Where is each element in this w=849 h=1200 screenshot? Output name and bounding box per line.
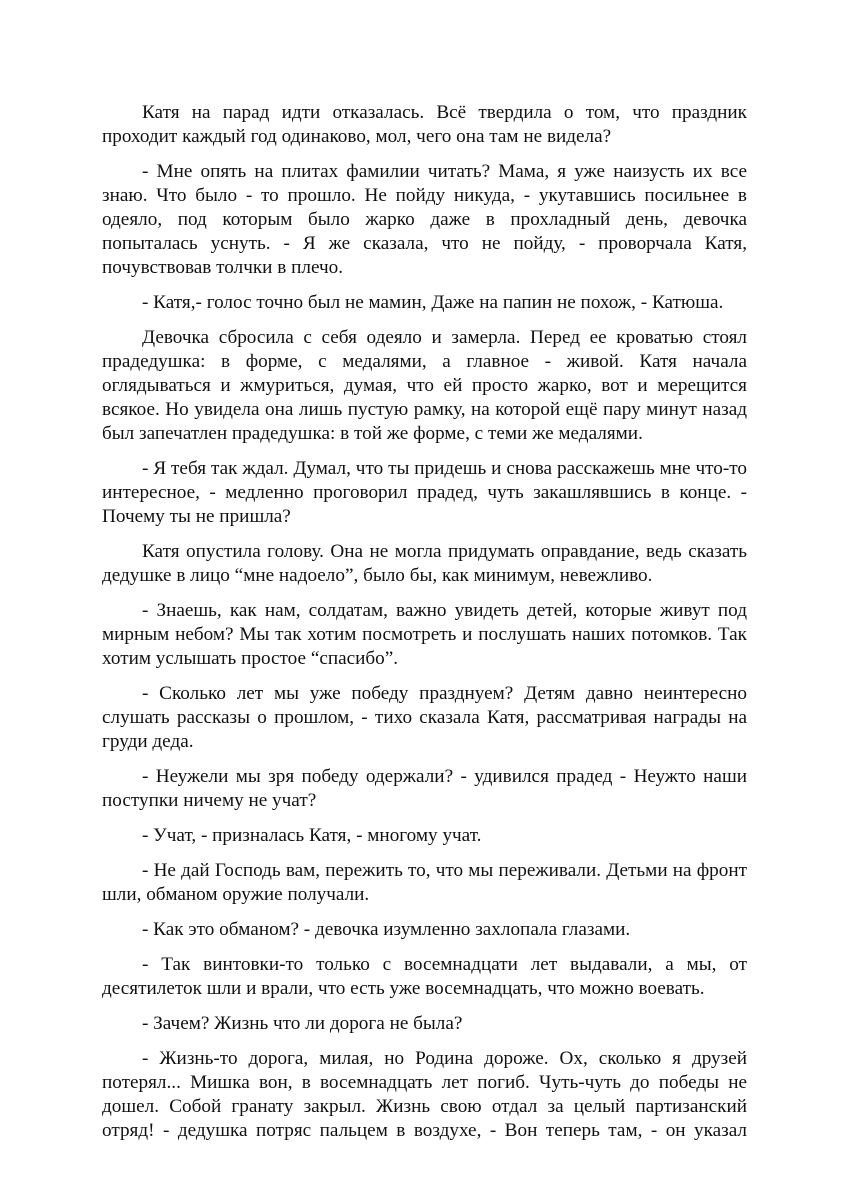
paragraph: - Зачем? Жизнь что ли дорога не была?	[142, 1013, 463, 1034]
paragraph: - Жизнь-то дорога, милая, но Родина дороже. Ох, сколько я друзей потерял... Мишка вон, в восемнадцать лет погиб. Чуть-чуть до победы не дошел. Собой гранату закрыл. Жизнь свою отдал за целый партизанский отряд! - дедушка потряс пальцем в воздухе, - Вон теперь там, - он указал	[102, 1048, 747, 1141]
paragraph: Катя на парад идти отказалась. Всё твердила о том, что праздник проходит каждый год одинаково, мол, чего она там не видела?	[102, 102, 747, 147]
paragraph: - Знаешь, как нам, солдатам, важно увидеть детей, которые живут под мирным небом? Мы так хотим посмотреть и послушать наших потомков. Так хотим услышать простое “спасибо”.	[102, 600, 747, 669]
paragraph: Девочка сбросила с себя одеяло и замерла. Перед ее кроватью стоял прадедушка: в форме, с медалями, а главное - живой. Катя начала оглядываться и жмуриться, думая, что ей просто жарко, вот и мерещится всякое. Но увидела она лишь пустую рамку, на которой ещё пару минут назад был запечатлен прадедушка: в той же форме, с теми же медалями.	[102, 327, 747, 444]
paragraph: Катя опустила голову. Она не могла придумать оправдание, ведь сказать дедушке в лицо “мне надоело”, было бы, как минимум, невежливо.	[102, 541, 747, 586]
paragraph: - Неужели мы зря победу одержали? - удивился прадед - Неужто наши поступки ничему не учат?	[102, 766, 747, 811]
paragraph: - Так винтовки-то только с восемнадцати лет выдавали, а мы, от десятилеток шли и врали, что есть уже восемнадцать, что можно воевать.	[102, 954, 747, 999]
paragraph: - Учат, - призналась Катя, - многому учат.	[142, 825, 482, 846]
paragraph: - Катя,- голос точно был не мамин, Даже на папин не похож, - Катюша.	[142, 292, 724, 313]
document-page	[102, 101, 747, 1143]
paragraph: - Сколько лет мы уже победу празднуем? Детям давно неинтересно слушать рассказы о прошлом, - тихо сказала Катя, рассматривая награды на груди деда.	[102, 683, 747, 752]
paragraph: - Мне опять на плитах фамилии читать? Мама, я уже наизусть их все знаю. Что было - то прошло. Не пойду никуда, - укутавшись посильнее в одеяло, под которым было жарко даже в прохладный день, девочка попыталась уснуть. - Я же сказала, что не пойду, - проворчала Катя, почувствовав толчки в плечо.	[102, 161, 747, 278]
paragraph: - Как это обманом? - девочка изумленно захлопала глазами.	[142, 919, 631, 940]
paragraph: - Я тебя так ждал. Думал, что ты придешь и снова расскажешь мне что-то интересное, - медленно проговорил прадед, чуть закашлявшись в конце. - Почему ты не пришла?	[102, 458, 747, 527]
paragraph: - Не дай Господь вам, пережить то, что мы переживали. Детьми на фронт шли, обманом оружие получали.	[102, 860, 747, 905]
